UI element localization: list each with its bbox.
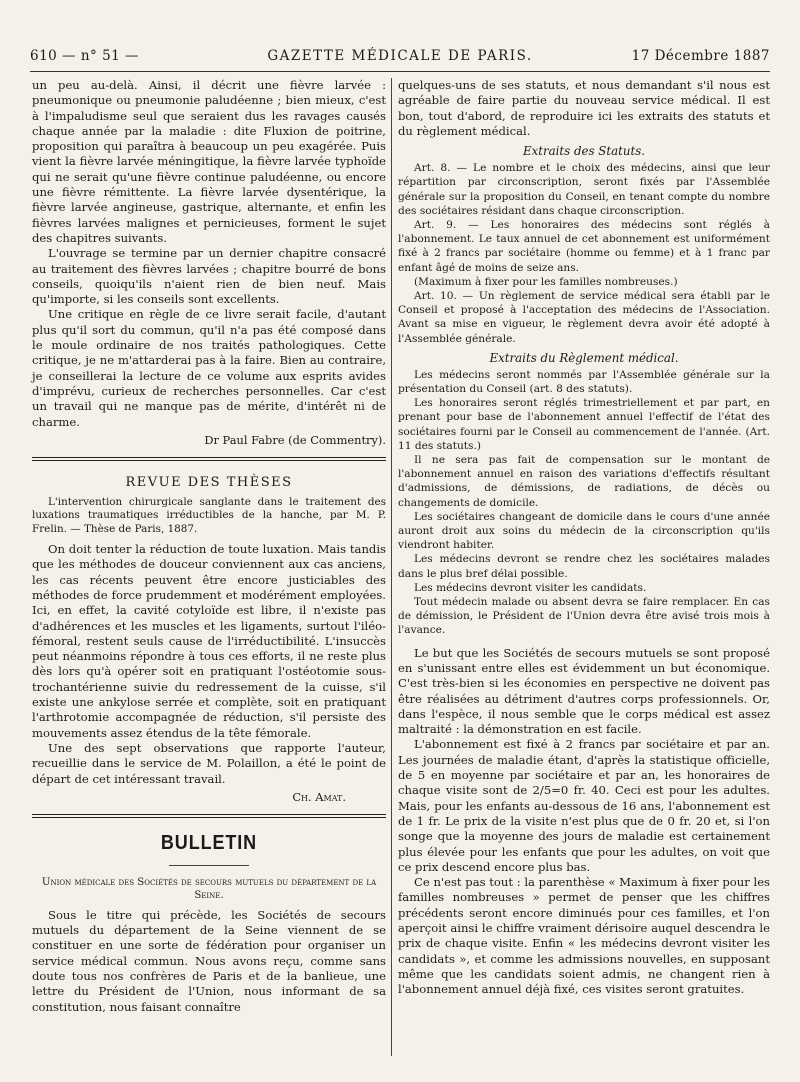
thesis-paragraph: On doit tenter la réduction de toute luxation. Mais tandis que les méthodes de douceur conviennent aux cas anciens, les cas récents peuvent être encore justiciables des méthodes de force prudemment et modérément employées. Ici, en effet, la cavité cotyloïde est libre, il n'existe pas d'adhérences et les muscles et les ligaments, surtout l'iléo-fémoral, restent seuls cause de l'irréductibilité. L'insuccès peut néanmoins répondre à tous ces efforts, il ne reste plus dès lors qu'à opérer soit en pratiquant l'ostéotomie sous-trochantérienne suivie du redressement de la cuisse, s'il existe une ankylose serrée et complète, soit en pratiquant l'arthrotomie accompagnée de réduction, s'il persiste des mouvements assez étendus de la tête fémorale.	[32, 542, 386, 740]
thesis-signature: Ch. Amat.	[292, 789, 346, 804]
regulation-item: Les médecins seront nommés par l'Assemblée générale sur la présentation du Conseil (art. 8 des statuts).	[398, 368, 770, 396]
journal-title: GAZETTE MÉDICALE DE PARIS.	[267, 48, 533, 64]
issue-date: 17 Décembre 1887	[631, 48, 770, 64]
right-column	[398, 78, 770, 998]
page-number: 610 — n° 51 —	[30, 48, 140, 64]
statutes-heading: Extraits des Statuts.	[522, 144, 646, 159]
theses-section-title: REVUE DES THÈSES	[125, 474, 293, 490]
thesis-paragraph: Une des sept observations que rapporte l'auteur, recueillie dans le service de M. Polaillon, a été le point de départ de cet intéressant travail.	[32, 740, 386, 786]
statute-note: (Maximum à fixer pour les familles nombreuses.)	[414, 275, 678, 288]
regulation-item: Il ne sera pas fait de compensation sur le montant de l'abonnement annuel en raison des variations d'effectifs résultant d'admissions, de démissions, de radiations, de décès ou changements de domicile.	[398, 454, 770, 509]
column-divider	[391, 78, 392, 1056]
regulation-item: Tout médecin malade ou absent devra se faire remplacer. En cas de démission, le Président de l'Union devra être avisé trois mois à l'avance.	[398, 596, 770, 637]
regulation-item: Les sociétaires changeant de domicile dans le cours d'une année auront droit aux soins du médecin de la circonscription qu'ils viendront habiter.	[398, 510, 770, 552]
regulation-heading: Extraits du Règlement médical.	[489, 350, 679, 365]
header-rule	[30, 71, 770, 72]
section-rule	[32, 814, 386, 818]
regulation-item: Les médecins devront visiter les candidats.	[414, 581, 647, 594]
statute-article: Art. 8. — Le nombre et le choix des médecins, ainsi que leur répartition par circonscription, seront fixés par l'Assemblée générale sur la proposition du Conseil, en tenant compte du nombre des sociétaires résidant dans chaque circonscription.	[398, 162, 770, 217]
regulation-item: Les médecins devront se rendre chez les sociétaires malades dans le plus bref délai possible.	[398, 553, 770, 580]
review-paragraph: un peu au-delà. Ainsi, il décrit une fièvre larvée : pneumonique ou pneumonie paludéenne ; bien mieux, c'est à l'impaludisme seul que seraient dus les ravages causés chaque année par la maladie : dite Fluxion de poitrine, proposition qui paraîtra à beaucoup un peu exagérée. Puis vient la fièvre larvée méningitique, la fièvre larvée typhoïde qui ne serait qu'une fièvre continue paludéenne, ou encore une fièvre rémittente. La fièvre larvée dysentérique, la fièvre larvée angineuse, gastrique, alternante, et enfin les fièvres larvées malignes et pernicieuses, forment le sujet des chapitres suivants.	[32, 78, 386, 245]
commentary-paragraph: L'abonnement est fixé à 2 francs par sociétaire et par an. Les journées de maladie étant, d'après la statistique officielle, de 5 en moyenne par sociétaire et par an, les honoraires de chaque visite sont de 2/5=0 fr. 40. Ceci est pour les adultes. Mais, pour les enfants au-dessous de 16 ans, l'abonnement est de 1 fr. Le prix de la visite n'est plus que de 0 fr. 20 et, si l'on songe que la moyenne des jours de maladie est certainement plus élevée pour les enfants que pour les adultes, on voit que ce prix descend encore plus bas.	[398, 737, 770, 874]
section-rule	[32, 457, 386, 461]
bulletin-subtitle: Union médicale des Sociétés de secours mutuels du département de la Seine.	[41, 876, 377, 901]
review-paragraph: L'ouvrage se termine par un dernier chapitre consacré au traitement des fièvres larvées ; chapitre bourré de bons conseils, quoiqu'ils n'aient rien de bien neuf. Mais qu'importe, si les conseils sont excellents.	[32, 246, 386, 307]
statute-article: Art. 9. — Les honoraires des médecins sont réglés à l'abonnement. Le taux annuel de cet abonnement est uniformément fixé à 2 francs par sociétaire (homme ou femme) et à 1 franc par enfant âgé de moins de seize ans.	[398, 219, 770, 274]
commentary-paragraph: Le but que les Sociétés de secours mutuels se sont proposé en s'unissant entre elles est évidemment un but économique. C'est très-bien si les économies en perspective ne doivent pas être réalisées au détriment d'autres corps professionnels. Or, dans l'espèce, il nous semble que le corps médical est assez maltraité : la démonstration en est facile.	[398, 645, 770, 737]
review-paragraph: Une critique en règle de ce livre serait facile, d'autant plus qu'il sort du commun, qu'il n'a pas été composé dans le moule ordinaire de nos traités pathologiques. Cette critique, je ne m'attarderai pas à la faire. Bien au contraire, je conseillerai la lecture de ce volume aux esprits avides d'imprévu, curieux de recherches personnelles. Car c'est un travail qui ne manque pas de mérite, d'intérêt ni de charme.	[32, 307, 386, 429]
bulletin-title: BULLETIN	[160, 831, 258, 854]
thesis-citation: L'intervention chirurgicale sanglante dans le traitement des luxations traumatiques irréductibles de la hanche, par M. P. Frelin. — Thèse de Paris, 1887.	[32, 495, 386, 535]
statute-article: Art. 10. — Un règlement de service médical sera établi par le Conseil et proposé à l'acceptation des médecins de l'Association. Avant sa mise en vigueur, le règlement devra avoir été adopté à l'Assemblée générale.	[398, 290, 770, 345]
bulletin-rule	[169, 865, 249, 866]
left-column	[32, 78, 386, 1015]
page-header	[30, 48, 770, 68]
bulletin-paragraph: Sous le titre qui précède, les Sociétés de secours mutuels du département de la Seine viennent de se constituer en une sorte de fédération pour organiser un service médical commun. Nous avons reçu, comme sans doute tous nos confrères de Paris et de la banlieue, une lettre du Président de l'Union, nous informant de sa constitution, nous faisant connaître	[32, 907, 386, 1014]
bulletin-paragraph: quelques-uns de ses statuts, et nous demandant s'il nous est agréable de faire partie du nouveau service médical. Il est bon, tout d'abord, de reproduire ici les extraits des statuts et du règlement médical.	[398, 78, 770, 138]
regulation-item: Les honoraires seront réglés trimestriellement et par part, en prenant pour base de l'abonnement annuel l'effectif de l'état des sociétaires fourni par le Conseil au commencement de l'année. (Art. 11 des statuts.)	[398, 397, 770, 452]
commentary-paragraph: Ce n'est pas tout : la parenthèse « Maximum à fixer pour les familles nombreuses » permet de penser que les chiffres précédents seront encore diminués pour ces familles, et l'on aperçoit ainsi le chiffre vraiment dérisoire auquel descendra le prix de chaque visite. Enfin « les médecins devront visiter les candidats », et comme les admissions nouvelles, en supposant même que les candidats soient admis, ne changent rien à l'abonnement annuel déjà fixé, ces visites seront gratuites.	[398, 875, 770, 997]
review-signature: Dr Paul Fabre (de Commentry).	[204, 432, 386, 447]
